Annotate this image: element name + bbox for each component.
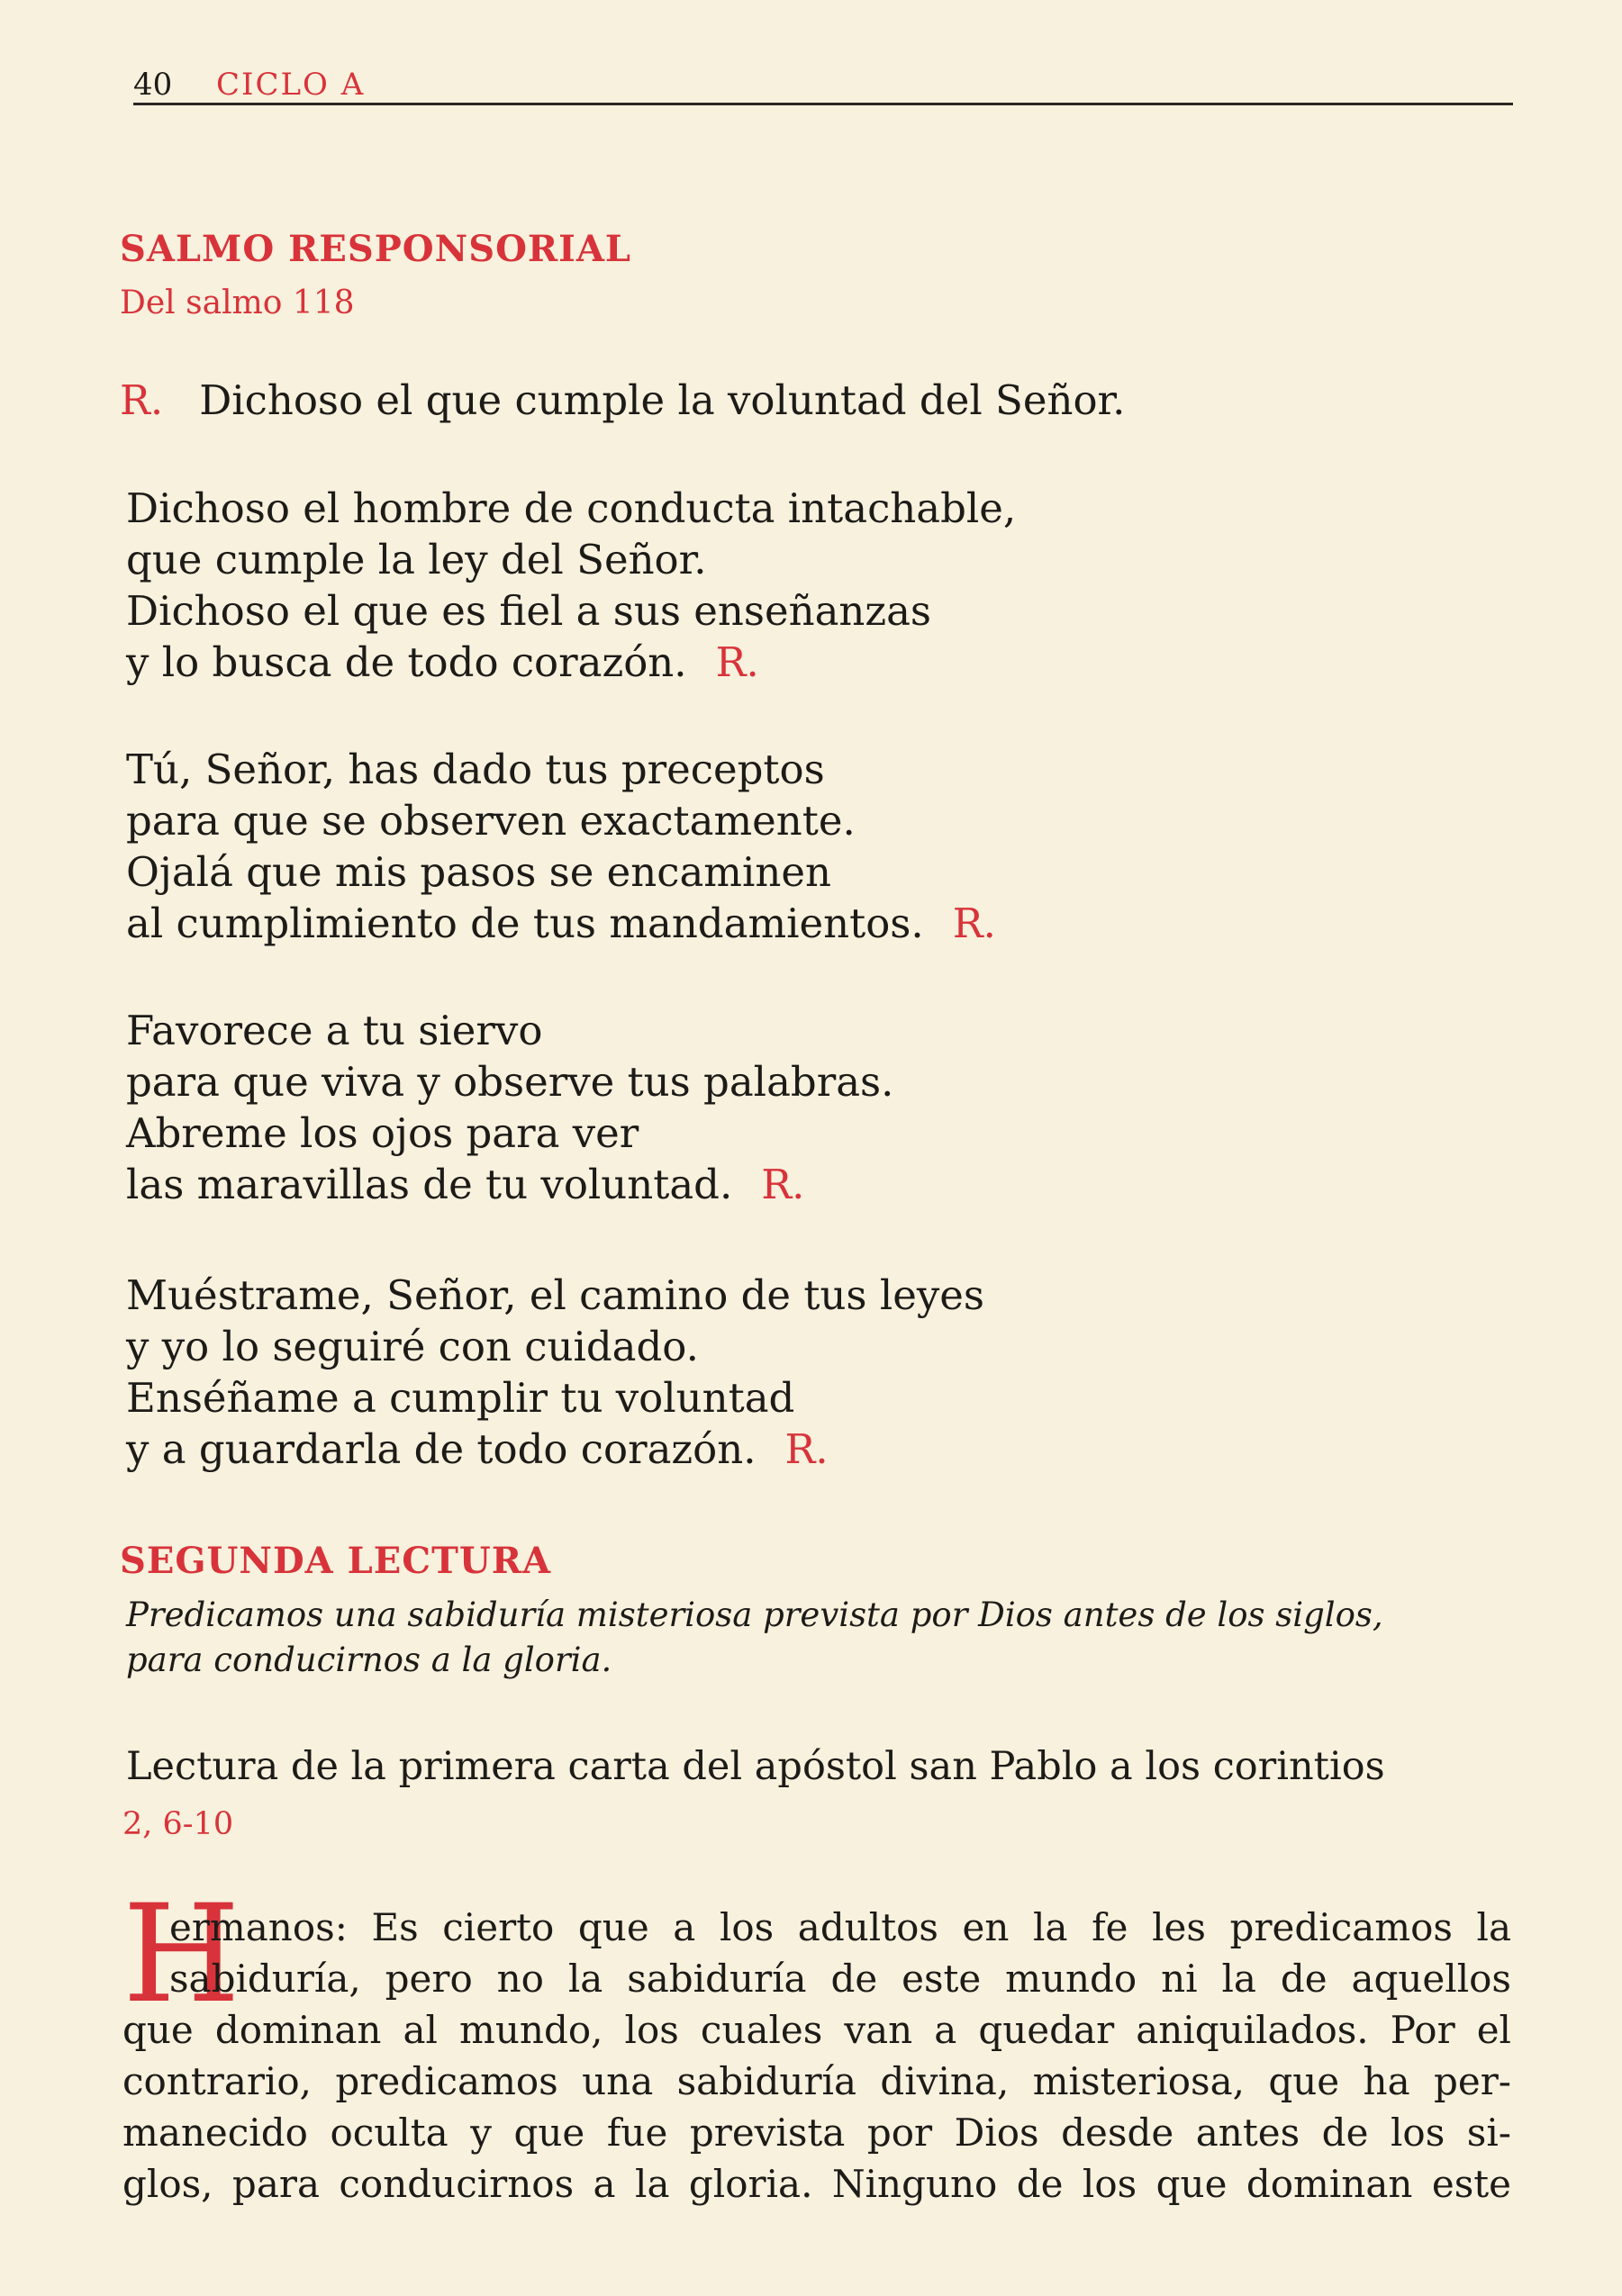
body-line: que dominan al mundo, los cuales van a quedar aniquilados. Por el xyxy=(122,2008,1511,2052)
psalm-response xyxy=(120,376,1125,424)
body-line: ermanos: Es cierto que a los adultos en la fe les predicamos la xyxy=(169,1905,1511,1949)
reading-body-continued xyxy=(122,2004,1511,2210)
stanza-line: Dichoso el que es fiel a sus enseñanzas xyxy=(126,587,932,635)
stanza-line: Favorece a tu siervo xyxy=(126,1007,543,1054)
reading-summary xyxy=(126,1593,1383,1683)
stanza-line-last: al cumplimiento de tus mandamientos. R. xyxy=(126,899,996,947)
stanza-line-last: las maravillas de tu voluntad. R. xyxy=(126,1161,805,1208)
body-line: manecido oculta y que fue prevista por Dios desde antes de los si- xyxy=(122,2111,1511,2155)
response-marker: R. xyxy=(952,899,996,947)
summary-line: para conducirnos a la gloria. xyxy=(126,1641,612,1679)
psalm-stanza xyxy=(126,1005,893,1210)
stanza-line: Muéstrame, Señor, el camino de tus leyes xyxy=(126,1271,984,1319)
body-line: glos, para conducirnos a la gloria. Ninguno de los que dominan este xyxy=(122,2162,1511,2206)
body-line: sabiduría, pero no la sabiduría de este mundo ni la de aquellos xyxy=(169,1957,1511,2001)
second-reading-title: SEGUNDA LECTURA xyxy=(120,1540,552,1582)
response-marker: R. xyxy=(120,376,164,424)
stanza-line-last: y a guardarla de todo corazón. R. xyxy=(126,1425,829,1473)
stanza-line: Abreme los ojos para ver xyxy=(126,1109,639,1157)
reading-heading: Lectura de la primera carta del apóstol san Pablo a los corintios xyxy=(126,1744,1385,1789)
body-line: contrario, predicamos una sabiduría divina, misteriosa, que ha per- xyxy=(122,2059,1511,2103)
stanza-line: Enséñame a cumplir tu voluntad xyxy=(126,1374,795,1422)
stanza-line-last: y lo busca de todo corazón. R. xyxy=(126,638,759,686)
summary-line: Predicamos una sabiduría misteriosa prevista por Dios antes de los siglos, xyxy=(126,1595,1383,1634)
psalm-title: SALMO RESPONSORIAL xyxy=(120,228,632,270)
stanza-line: Tú, Señor, has dado tus preceptos xyxy=(126,746,825,793)
response-text: Dichoso el que cumple la voluntad del Señor. xyxy=(199,376,1126,424)
psalm-stanza xyxy=(126,744,996,949)
page-number: 40 xyxy=(133,67,173,103)
stanza-line: y yo lo seguiré con cuidado. xyxy=(126,1323,699,1370)
page-header xyxy=(133,63,1513,105)
stanza-line: para que se observen exactamente. xyxy=(126,797,856,845)
psalm-stanza xyxy=(126,1270,984,1475)
response-marker: R. xyxy=(761,1161,805,1208)
cycle-label: CICLO A xyxy=(216,67,366,103)
reading-body xyxy=(169,1902,1511,2004)
response-marker: R. xyxy=(715,638,759,686)
psalm-source: Del salmo 118 xyxy=(120,285,355,321)
stanza-line: Dichoso el hombre de conducta intachable, xyxy=(126,484,1017,532)
stanza-line: que cumple la ley del Señor. xyxy=(126,536,707,583)
response-marker: R. xyxy=(784,1425,829,1473)
stanza-line: para que viva y observe tus palabras. xyxy=(126,1058,894,1106)
reading-reference: 2, 6-10 xyxy=(122,1806,234,1842)
psalm-stanza xyxy=(126,483,1016,688)
drop-cap: H xyxy=(122,1876,240,2033)
stanza-line: Ojalá que mis pasos se encaminen xyxy=(126,848,831,896)
